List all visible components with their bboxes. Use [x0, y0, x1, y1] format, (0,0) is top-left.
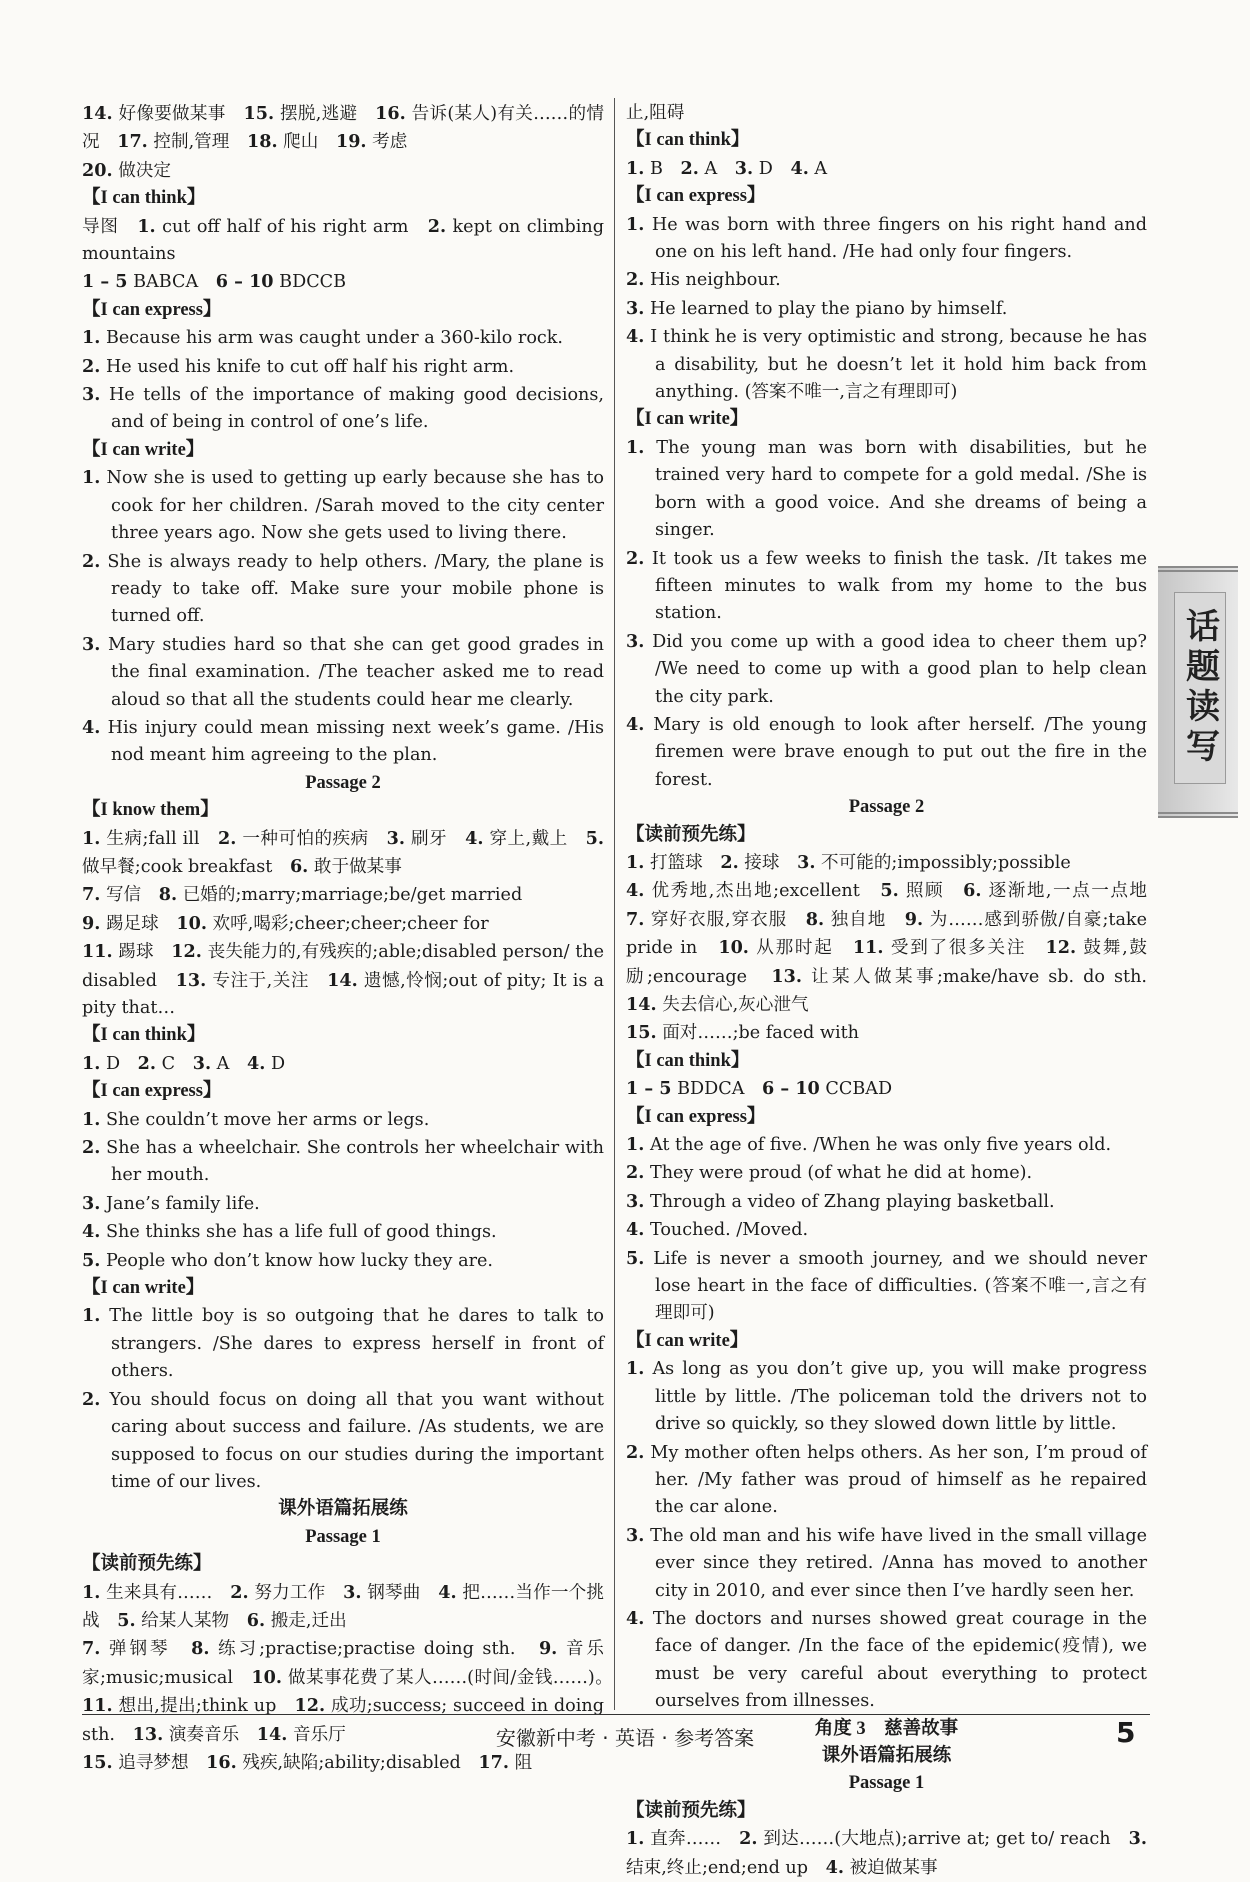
section-heading: 【读前预先练】 — [626, 824, 756, 845]
side-tab-inner — [1174, 592, 1226, 784]
answer-item: 2. He used his knife to cut off half his right arm. — [82, 355, 515, 377]
answer-line: 1. 直奔…… 2. 到达……(大地点);arrive at; get to/ reach 3. 结束,终止;end;end up 4. 被迫做某事 — [626, 1828, 1147, 1878]
answer-item: 2. My mother often helps others. As her son, I’m proud of her. /My father was proud of himself as he repaired the car alone. — [626, 1441, 1147, 1518]
right-column — [626, 100, 1165, 1882]
answer-line: 1. 打篮球 2. 接球 3. 不可能的;impossibly;possible — [626, 851, 1071, 873]
answer-line: 1 – 5 BDDCA 6 – 10 CCBAD — [626, 1078, 893, 1100]
passage-title: Passage 2 — [305, 772, 381, 793]
answer-line: 1 – 5 BABCA 6 – 10 BDCCB — [82, 271, 347, 293]
footer-rule — [82, 1714, 1150, 1715]
answer-item: 4. I think he is very optimistic and strong, because he has a disability, but he doesn’t let it hold him back from anything. (答案不唯一,言之有理即可) — [626, 326, 1147, 403]
answer-item: 2. It took us a few weeks to finish the task. /It takes me fifteen minutes to walk from my home to the bus station. — [626, 547, 1147, 624]
answer-line: 导图 1. cut off half of his right arm 2. kept on climbing mountains — [82, 215, 604, 265]
page-number: 5 — [1116, 1716, 1136, 1749]
answer-item: 3. Jane’s family life. — [82, 1192, 260, 1214]
section-heading: 【I can write】 — [82, 439, 205, 460]
answer-item: 3. Mary studies hard so that she can get good grades in the final examination. /The teacher asked me to read aloud so that all the students could hear me clearly. — [82, 633, 604, 710]
side-tab — [1158, 566, 1238, 818]
answer-line: 1. D 2. C 3. A 4. D — [82, 1052, 286, 1074]
answer-item: 3. Did you come up with a good idea to cheer them up? /We need to come up with a good plan to help clean the city park. — [626, 630, 1147, 707]
section-heading: 【读前预先练】 — [626, 1800, 756, 1821]
answer-line: 1. 生来具有…… 2. 努力工作 3. 钢琴曲 4. 把……当作一个挑战 5. 给某人某物 6. 搬走,迁出 — [82, 1581, 605, 1631]
answer-item: 1. He was born with three fingers on his right hand and one on his left hand. /He had only four fingers. — [626, 213, 1147, 263]
answer-item: 3. He learned to play the piano by himself. — [626, 297, 1008, 319]
answer-line: 止,阻碍 — [626, 103, 685, 123]
answer-item: 1. The little boy is so outgoing that he dares to talk to strangers. /She dares to express herself in front of others. — [82, 1305, 604, 1382]
section-heading: 【I can express】 — [626, 186, 766, 207]
answer-item: 3. The old man and his wife have lived in the small village ever since they retired. /Anna has moved to another city in 2010, and ever since then I’ve hardly seen her. — [626, 1524, 1147, 1601]
answer-line: 1. 生病;fall ill 2. 一种可怕的疾病 3. 刷牙 4. 穿上,戴上 5. 做早餐;cook breakfast 6. 敢于做某事 — [82, 827, 605, 877]
passage-title: Passage 1 — [848, 1773, 925, 1794]
answer-item: 5. Life is never a smooth journey, and we should never lose heart in the face of difficulties. (答案不唯一,言之有理即可) — [626, 1247, 1147, 1324]
section-heading: 【I can think】 — [626, 130, 750, 151]
answer-item: 3. He tells of the importance of making good decisions, and of being in control of one’s life. — [82, 384, 604, 433]
answer-item: 1. Because his arm was caught under a 360-kilo rock. — [82, 327, 564, 349]
answer-line: 14. 好像要做某事 15. 摆脱,逃避 16. 告诉(某人)有关……的情况 17. 控制,管理 18. 爬山 19. 考虑 — [82, 103, 605, 153]
section-heading: 【I can express】 — [626, 1106, 766, 1127]
answer-item: 3. Through a video of Zhang playing basketball. — [626, 1190, 1055, 1212]
answer-line: 7. 弹钢琴 8. 练习;practise;practise doing sth. 9. 音乐家;music;musical 10. 做某事花费了某人……(时间/金钱……)。 11. 想出,提出;think up 12. 成功;success; succeed in doing sth. 13. 演奏音乐 14. 音乐厅 — [82, 1638, 622, 1745]
answer-item: 1. As long as you don’t give up, you will make progress little by little. /The policeman told the drivers not to drive so quickly, so they slowed down little by little. — [626, 1358, 1147, 1435]
answer-item: 4. The doctors and nurses showed great courage in the face of danger. /In the face of the epidemic(疫情), we must be very careful about everything to protect ourselves from illnesses. — [626, 1607, 1147, 1712]
passage-title: Passage 2 — [848, 797, 925, 818]
section-heading: 【I can write】 — [626, 1330, 749, 1351]
answer-line: 7. 写信 8. 已婚的;marry;marriage;be/get married — [82, 884, 523, 906]
passage-title: Passage 1 — [305, 1526, 381, 1547]
answer-item: 2. She is always ready to help others. /Mary, the plane is ready to take off. Make sure your mobile phone is turned off. — [82, 550, 604, 627]
left-column — [82, 100, 622, 1777]
answer-line: 1. B 2. A 3. D 4. A — [626, 157, 828, 179]
answer-line: 9. 踢足球 10. 欢呼,喝彩;cheer;cheer;cheer for — [82, 912, 489, 934]
answer-item: 4. Mary is old enough to look after herself. /The young firemen were brave enough to put out the fire in the forest. — [626, 713, 1147, 790]
column-divider — [614, 98, 615, 1710]
answer-line: 11. 踢球 12. 丧失能力的,有残疾的;able;disabled person/ the disabled 13. 专注于,关注 14. 遗憾,怜悯;out of pity; It is a pity that… — [82, 941, 605, 1018]
passage-title: 课外语篇拓展练 — [278, 1499, 408, 1520]
answer-item: 4. She thinks she has a life full of good things. — [82, 1221, 497, 1243]
answer-item: 1. At the age of five. /When he was only five years old. — [626, 1134, 1112, 1156]
answer-item: 2. You should focus on doing all that you want without caring about success and failure. /As students, we are supposed to focus on our studies during the important time of our lives. — [82, 1388, 604, 1492]
passage-title: 课外语篇拓展练 — [821, 1745, 952, 1766]
answer-item: 4. His injury could mean missing next week’s game. /His nod meant him agreeing to the plan. — [82, 716, 604, 766]
section-heading: 【I can write】 — [626, 409, 749, 430]
answer-item: 1. She couldn’t move her arms or legs. — [82, 1108, 430, 1130]
answer-item: 1. Now she is used to getting up early because she has to cook for her children. /Sarah moved to the city center three years ago. Now she gets used to living there. — [82, 467, 604, 544]
answer-line: 20. 做决定 — [82, 159, 171, 181]
passage-title: 角度 3 慈善故事 — [814, 1718, 959, 1739]
section-heading: 【I can think】 — [82, 1025, 206, 1046]
answer-item: 5. People who don’t know how lucky they are. — [82, 1249, 493, 1271]
answer-item: 2. His neighbour. — [626, 269, 781, 291]
section-heading: 【I can think】 — [626, 1050, 750, 1071]
answer-item: 2. She has a wheelchair. She controls her wheelchair with her mouth. — [82, 1137, 604, 1186]
section-heading: 【读前预先练】 — [82, 1554, 212, 1575]
footer-text: 安徽新中考 · 英语 · 参考答案 — [495, 1726, 755, 1750]
section-heading: 【I can write】 — [82, 1278, 205, 1299]
answer-line: 15. 面对……;be faced with — [626, 1022, 859, 1044]
answer-item: 1. The young man was born with disabilities, but he trained very hard to compete for a gold medal. /She is born with a good voice. And she dreams of being a singer. — [626, 436, 1147, 541]
section-heading: 【I can think】 — [82, 188, 206, 209]
side-tab-label: 话题读写 — [1179, 608, 1220, 768]
section-heading: 【I can express】 — [82, 1081, 222, 1102]
answer-line: 15. 追寻梦想 16. 残疾,缺陷;ability;disabled 17. 阻 — [82, 1751, 533, 1773]
answer-line: 4. 优秀地,杰出地;excellent 5. 照顾 6. 逐渐地,一点一点地 7. 穿好衣服,穿衣服 8. 独自地 9. 为……感到骄傲/自豪;take pride in 10. 从那时起 11. 受到了很多关注 12. 鼓舞,鼓励;encourage 13. 让某人做某事;make/have sb. do sth. 14. 失去信心,灰心泄气 — [626, 880, 1165, 1015]
section-heading: 【I know them】 — [82, 800, 219, 821]
answer-item: 2. They were proud (of what he did at home). — [626, 1162, 1033, 1184]
answer-item: 4. Touched. /Moved. — [626, 1219, 809, 1241]
section-heading: 【I can express】 — [82, 299, 222, 320]
